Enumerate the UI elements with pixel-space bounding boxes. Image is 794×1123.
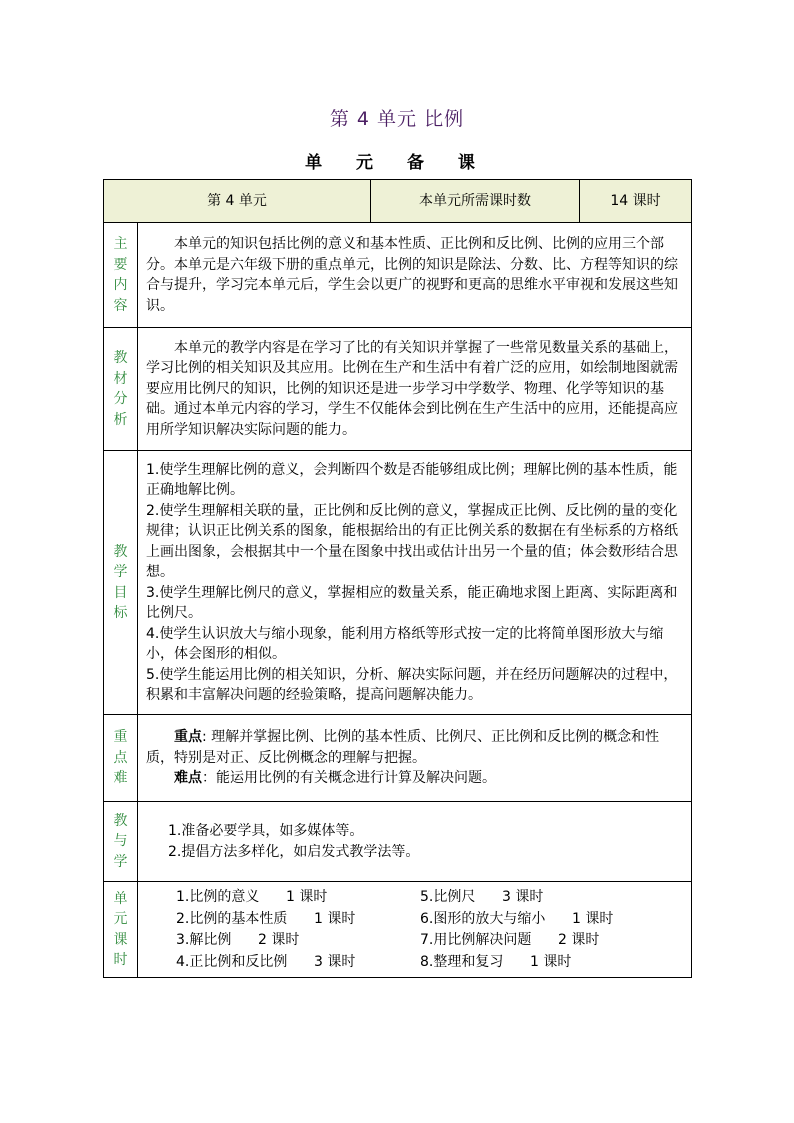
cell-analysis (138, 328, 692, 451)
label-goals: 教学目标 (104, 451, 138, 715)
main-content-text: 本单元的知识包括比例的意义和基本性质、正比例和反比例、比例的应用三个部分。本单元是六年级下册的重点单元，比例的知识是除法、分数、比、方程等知识的综合与提升，学习完本单元后，学生会以更广的视野和更高的思维水平审视和发展这些知识。 (146, 236, 678, 314)
goal-item: 5.使学生能运用比例的相关知识，分析、解决实际问题，并在经历问题解决的过程中，积累和丰富解决问题的经验策略，提高问题解决能力。 (146, 666, 678, 703)
unit-plan-table (103, 179, 692, 978)
difficult-label: 难点 (174, 770, 202, 787)
goal-item: 3.使学生理解比例尺的意义，掌握相应的数量关系，能正确地求图上距离、实际距离和比例尺。 (146, 584, 678, 621)
goal-item: 2.使学生理解相关联的量，正比例和反比例的意义，掌握成正比例、反比例的量的变化规律；认识正比例关系的图象，能根据给出的有正比例关系的数据在有坐标系的方格纸上画出图象，会根据其中一个量在图象中找出或估计出另一个量的值；体会数形结合思想。 (146, 502, 678, 580)
difficult-text: ：能运用比例的有关概念进行计算及解决问题。 (202, 770, 496, 787)
schedule-grid (146, 887, 685, 972)
key-label: 重点 (174, 729, 202, 746)
row-analysis (104, 328, 692, 451)
header-hours-value: 14 课时 (580, 180, 692, 223)
key-text: : 理解并掌握比例、比例的基本性质、比例尺、正比例和反比例的概念和性质，特别是对正、反比例概念的理解与把握。 (146, 729, 660, 766)
cell-goals (138, 451, 692, 715)
label-schedule: 单元课时 (104, 882, 138, 978)
header-unit: 第 4 单元 (104, 180, 371, 223)
unit-title: 第 4 单元 比例 (329, 108, 465, 130)
cell-main-content (138, 223, 692, 328)
page-subtitle: 单 元 备 课 (305, 153, 489, 173)
goal-item: 4.使学生认识放大与缩小现象，能利用方格纸等形式按一定的比将简单图形放大与缩小，体会图形的相似。 (146, 625, 664, 662)
row-goals (104, 451, 692, 715)
label-key-points: 重点难 (104, 715, 138, 802)
key-point (146, 727, 685, 768)
schedule-item: 4.正比例和反比例 3 课时 (176, 953, 356, 970)
row-main-content (104, 223, 692, 328)
schedule-item: 2.比例的基本性质 1 课时 (176, 910, 356, 927)
schedule-item: 7.用比例解决问题 2 课时 (420, 932, 600, 948)
label-main-content: 主要内容 (104, 223, 138, 328)
cell-schedule (138, 882, 692, 978)
schedule-item: 1.比例的意义 1 课时 (176, 889, 328, 905)
label-teaching: 教与学 (104, 802, 138, 882)
teaching-item: 2.提倡方法多样化，如启发式教学法等。 (168, 843, 420, 860)
row-teaching (104, 802, 692, 882)
row-key-points (104, 715, 692, 802)
header-row (104, 180, 692, 223)
header-hours-label: 本单元所需课时数 (371, 180, 580, 223)
teaching-item: 1.准备必要学具，如多媒体等。 (168, 823, 364, 839)
analysis-text: 本单元的教学内容是在学习了比的有关知识并掌握了一些常见数量关系的基础上，学习比例的相关知识及其应用。比例在生产和生活中有着广泛的应用，如绘制地图就需要应用比例尺的知识，比例的知识还是进一步学习中学数学、物理、化学等知识的基础。通过本单元内容的学习，学生不仅能体会到比例在生产生活中的应用，还能提高应用所学知识解决实际问题的能力。 (146, 339, 678, 438)
difficult-point (146, 768, 685, 789)
schedule-item: 5.比例尺 3 课时 (420, 889, 544, 905)
goal-item: 1.使学生理解比例的意义，会判断四个数是否能够组成比例；理解比例的基本性质，能正确地解比例。 (146, 461, 678, 498)
cell-key-points (138, 715, 692, 802)
schedule-item: 3.解比例 2 课时 (176, 932, 300, 948)
schedule-item: 8.整理和复习 1 课时 (420, 953, 572, 970)
schedule-item: 6.图形的放大与缩小 1 课时 (420, 910, 614, 927)
label-analysis: 教材分析 (104, 328, 138, 451)
cell-teaching (138, 802, 692, 882)
row-schedule (104, 882, 692, 978)
